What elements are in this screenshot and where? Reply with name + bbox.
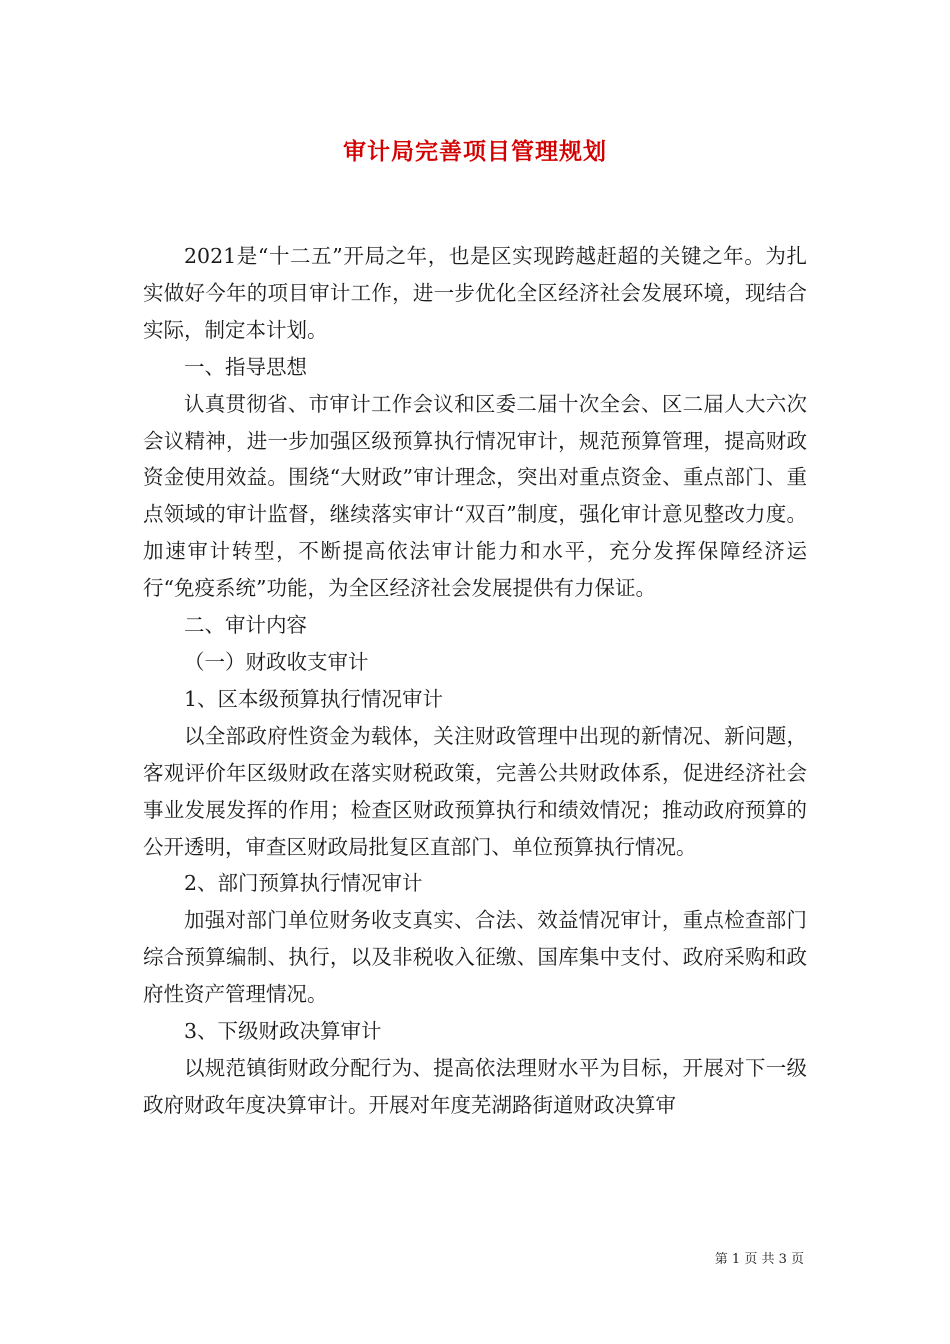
paragraph-guiding-ideology: 认真贯彻省、市审计工作会议和区委二届十次全会、区二届人大六次会议精神，进一步加强区级预算执行情况审计，规范预算管理，提高财政资金使用效益。围绕“大财政”审计理念，突出对重点资金、重点部门、重点领域的审计监督，继续落实审计“双百”制度，强化审计意见整改力度。加速审计转型，不断提高依法审计能力和水平，充分发挥保障经济运行“免疫系统”功能，为全区经济社会发展提供有力保证。 (143, 391, 807, 601)
paragraph-item-1: 以全部政府性资金为载体，关注财政管理中出现的新情况、新问题，客观评价年区级财政在落实财税政策，完善公共财政体系，促进经济社会事业发展发挥的作用；检查区财政预算执行和绩效情况；推动政府预算的公开透明，审查区财政局批复区直部门、单位预算执行情况。 (143, 723, 807, 859)
heading-audit-content: 二、审计内容 (184, 613, 307, 638)
document-body (143, 238, 807, 1124)
paragraph-intro: 2021是“十二五”开局之年，也是区实现跨越赶超的关键之年。为扎实做好今年的项目审计工作，进一步优化全区经济社会发展环境，现结合实际，制定本计划。 (143, 244, 807, 342)
item-heading-1: 1、区本级预算执行情况审计 (184, 686, 444, 711)
item-heading-3: 3、下级财政决算审计 (184, 1019, 382, 1044)
paragraph-item-2: 加强对部门单位财务收支真实、合法、效益情况审计，重点检查部门综合预算编制、执行，以及非税收入征缴、国库集中支付、政府采购和政府性资产管理情况。 (143, 908, 807, 1007)
document-title: 审计局完善项目管理规划 (343, 138, 607, 165)
page-number-footer: 第 1 页 共 3 页 (714, 1252, 804, 1267)
subheading-fiscal-audit: （一）财政收支审计 (184, 649, 369, 674)
item-heading-2: 2、部门预算执行情况审计 (184, 871, 423, 896)
heading-guiding-ideology: 一、指导思想 (184, 354, 307, 379)
paragraph-item-3: 以规范镇街财政分配行为、提高依法理财水平为目标，开展对下一级政府财政年度决算审计。开展对年度芜湖路街道财政决算审 (143, 1055, 807, 1117)
